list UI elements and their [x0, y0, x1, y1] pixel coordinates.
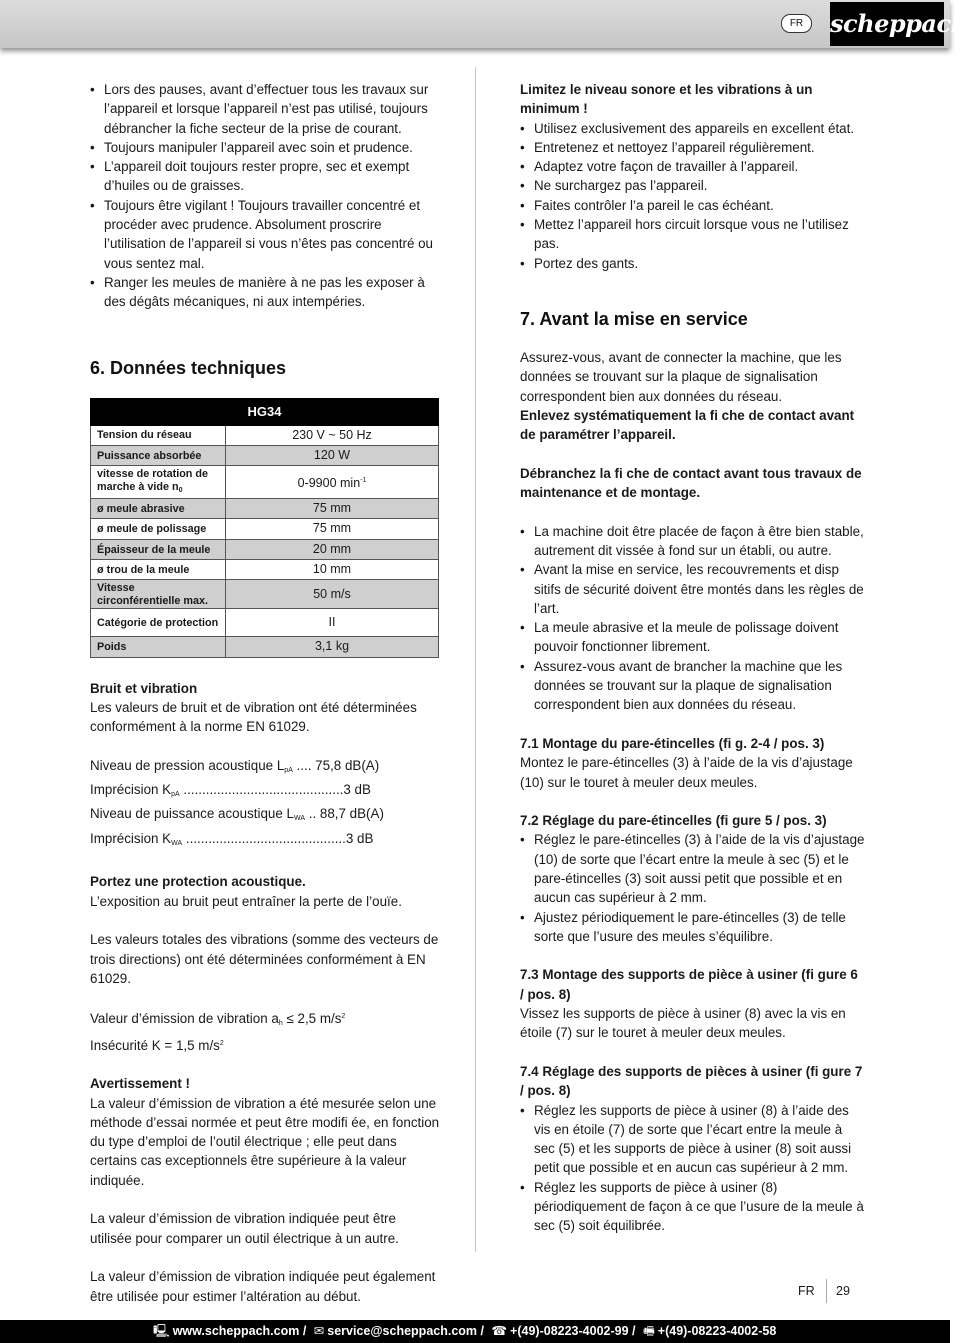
- list-item: • Lors des pauses, avant d’effectuer tous les travaux sur l’appareil et lorsque l’appareil n’est pas utilisé, toujours débrancher la fiche secteur de la prise de courant.: [90, 80, 440, 138]
- section-7-warning: Débranchez la fi che de contact avant tous travaux de maintenance et de montage.: [520, 465, 862, 501]
- column-divider: [475, 67, 476, 1252]
- right-column: [520, 80, 865, 1236]
- subsection-title: 7.2 Réglage du pare-étincelles (fi gure 5 / pos. 3): [520, 813, 827, 829]
- list-item: • Faites contrôler l’a pareil le cas échéant.: [520, 196, 865, 215]
- computer-icon: 🖳: [153, 1324, 170, 1338]
- footer-phone: +(49)-08223-4002-99 /: [510, 1324, 636, 1338]
- list-item: • Assurez-vous avant de brancher la machine que les données se trouvant sur la plaque de signalisation correspondent bien aux données du réseau.: [520, 657, 865, 715]
- vibration-text: Les valeurs totales des vibrations (somme des vecteurs de trois directions) ont été déterminées conformément à EN 61029.: [90, 932, 439, 986]
- subsection-text: Montez le pare-étincelles (3) à l’aide de la vis d’ajustage (10) sur le touret à meuler deux meules.: [520, 755, 853, 790]
- section-7-warning: Enlevez systématiquement la fi che de contact avant de paramétrer l’appareil.: [520, 407, 855, 443]
- spec-label: Épaisseur de la meule: [91, 539, 226, 559]
- safety-list: [90, 80, 440, 312]
- spec-value: 0-9900 $\min^{-1}$: [226, 466, 439, 499]
- list-item: • Réglez le pare-étincelles (3) à l’aide de la vis d’ajustage (10) de sorte que l’écart entre la meule à sec (5) et le pare-étincelles (3) soit aussi petit que possible et en aucun cas supérieur à 2 mm.: [520, 830, 865, 907]
- spec-value: 20 mm: [226, 539, 439, 559]
- page-number-separator: [826, 1279, 827, 1303]
- spec-model-header: HG34: [91, 398, 439, 425]
- footer-fax: +(49)-08223-4002-58: [657, 1324, 777, 1338]
- mail-icon: ✉: [313, 1324, 325, 1338]
- phone-icon: ☎: [491, 1324, 508, 1338]
- measure-line: Niveau de pression acoustique $L_{pA}$ .... 75,8 dB(A): [90, 757, 380, 774]
- list-item: • Ranger les meules de manière à ne pas les exposer à des dégâts mécaniques, ni aux intempéries.: [90, 273, 440, 312]
- left-column: [90, 80, 440, 1306]
- protection-title: Portez une protection acoustique.: [90, 874, 306, 890]
- protection-text: L’exposition au bruit peut entraîner la perte de l’ouïe.: [90, 893, 402, 909]
- list-item: • Ne surchargez pas l’appareil.: [520, 176, 865, 195]
- compare-text: La valeur d’émission de vibration indiquée peut être utilisée pour comparer un outil électrique à un autre.: [90, 1211, 399, 1246]
- list-item: • Mettez l’appareil hors circuit lorsque vous ne l’utilisez pas.: [520, 215, 865, 254]
- estimate-text: La valeur d’émission de vibration indiquée peut également être utilisée pour estimer l’altération au début.: [90, 1269, 436, 1304]
- spec-value: 230 V ~ 50 Hz: [226, 425, 439, 445]
- spec-value: 3,1 kg: [226, 637, 439, 657]
- spec-label: Vitesse circonférentielle max.: [91, 580, 226, 609]
- setup-list: [520, 522, 865, 715]
- list-item: • Ajustez périodiquement le pare-étincelles (3) de telle sorte que l’usure des meules s’équilibre.: [520, 908, 865, 947]
- footer-bar: [0, 1320, 950, 1343]
- header-bar: [0, 0, 968, 48]
- section-7-intro: Assurez-vous, avant de connecter la machine, que les données se trouvant sur la plaque de signalisation correspondent bien aux données du réseau.: [520, 349, 842, 404]
- list-item: • Adaptez votre façon de travailler à l’appareil.: [520, 157, 865, 176]
- insecurity-value: Insécurité K = 1,5 $m/s^2$: [90, 1037, 224, 1053]
- list-item: • Entretenez et nettoyez l’appareil régulièrement.: [520, 138, 865, 157]
- list-item: • Avant la mise en service, les recouvrements et disp sitifs de sécurité doivent être montés dans les règles de l’art.: [520, 560, 865, 618]
- subsection-list: [520, 830, 865, 946]
- spec-label: ø trou de la meule: [91, 560, 226, 580]
- spec-label: ø meule de polissage: [91, 519, 226, 539]
- list-item: • L’appareil doit toujours rester propre, sec et exempt d’huiles ou de graisses.: [90, 157, 440, 196]
- fax-icon: 🖷: [642, 1324, 655, 1338]
- warning-title: Avertissement !: [90, 1076, 190, 1092]
- page-number: 29: [836, 1284, 850, 1298]
- brand-logo: scheppach: [830, 2, 944, 46]
- spec-value: II: [226, 609, 439, 637]
- limit-list: [520, 119, 865, 273]
- noise-text: Les valeurs de bruit et de vibration ont été déterminées conformément à la norme EN 61029.: [90, 699, 417, 735]
- list-item: • Toujours manipuler l’appareil avec soin et prudence.: [90, 138, 440, 157]
- footer-website[interactable]: www.scheppach.com /: [172, 1324, 307, 1338]
- spec-label: Tension du réseau: [91, 425, 226, 445]
- spec-label: ø meule abrasive: [91, 499, 226, 519]
- list-item: • Utilisez exclusivement des appareils en excellent état.: [520, 119, 865, 138]
- spec-label: vitesse de rotation de marche à vide $n_0$: [91, 466, 226, 499]
- spec-table: [90, 398, 439, 658]
- list-item: • La meule abrasive et la meule de polissage doivent pouvoir fonctionner librement.: [520, 618, 865, 657]
- subsection-title: 7.3 Montage des supports de pièce à usiner (fi gure 6 / pos. 8): [520, 967, 858, 1002]
- list-item: • Portez des gants.: [520, 254, 865, 273]
- limit-title: Limitez le niveau sonore et les vibrations à un minimum !: [520, 82, 813, 117]
- spec-value: 50 m/s: [226, 580, 439, 609]
- list-item: • Toujours être vigilant ! Toujours travailler concentré et procéder avec prudence. Absolument proscrire l’utilisation de l’appareil si vous n’êtes pas concentré ou vous sentez mal.: [90, 196, 440, 273]
- list-item: • La machine doit être placée de façon à être bien stable, autrement dit vissée à fond sur un établi, ou autre.: [520, 522, 865, 561]
- subsection-title: 7.1 Montage du pare-étincelles (fi g. 2-4 / pos. 3): [520, 735, 825, 751]
- spec-value: 75 mm: [226, 499, 439, 519]
- list-item: • Réglez les supports de pièce à usiner (8) périodiquement de façon à ce que l’usure de la meule à sec (5) soit équilibrée.: [520, 1178, 865, 1236]
- measure-line: Imprécision $K_{WA}$ ...........................................3 dB: [90, 830, 374, 847]
- subsection-text: Vissez les supports de pièce à usiner (8) avec la vis en étoile (7) sur le touret à meuler deux meules.: [520, 1006, 846, 1041]
- list-item: • Réglez les supports de pièce à usiner (8) à l’aide des vis en étoile (7) de sorte que l’écart entre la meule à sec (5) et les supports de pièce à usiner (8) soit aussi petit que possible et en aucun cas supérieur à 2 mm.: [520, 1101, 865, 1178]
- footer-email[interactable]: service@scheppach.com /: [327, 1324, 484, 1338]
- page-language: FR: [798, 1284, 815, 1298]
- warning-text: La valeur d’émission de vibration a été mesurée selon une méthode d’essai normée et peut être modifi ée, en fonction du type d’emploi de l’outil électrique ; elle peut dans certains cas exceptionnels être supérieure à la valeur indiquée.: [90, 1095, 440, 1188]
- section-6-title: 6. Données techniques: [90, 357, 287, 378]
- section-7-title: 7. Avant la mise en service: [520, 308, 748, 329]
- spec-value: 120 W: [226, 445, 439, 465]
- subsection-list: [520, 1101, 865, 1236]
- spec-value: 75 mm: [226, 519, 439, 539]
- subsection-title: 7.4 Réglage des supports de pièces à usiner (fi gure 7 / pos. 8): [520, 1063, 863, 1099]
- spec-value: 10 mm: [226, 560, 439, 580]
- vibration-value: Valeur d’émission de vibration $a_h \le 2,5$ $m/s^2$: [90, 1011, 346, 1028]
- spec-label: Poids: [91, 637, 226, 657]
- language-badge: FR: [781, 14, 812, 33]
- measure-line: Niveau de puissance acoustique $L_{WA}$ .. 88,7 dB(A): [90, 806, 384, 823]
- spec-label: Puissance absorbée: [91, 445, 226, 465]
- spec-label: Catégorie de protection: [91, 609, 226, 637]
- measure-line: Imprécision $K_{pA}$ ...........................................3 dB: [90, 782, 371, 799]
- noise-title: Bruit et vibration: [90, 680, 198, 696]
